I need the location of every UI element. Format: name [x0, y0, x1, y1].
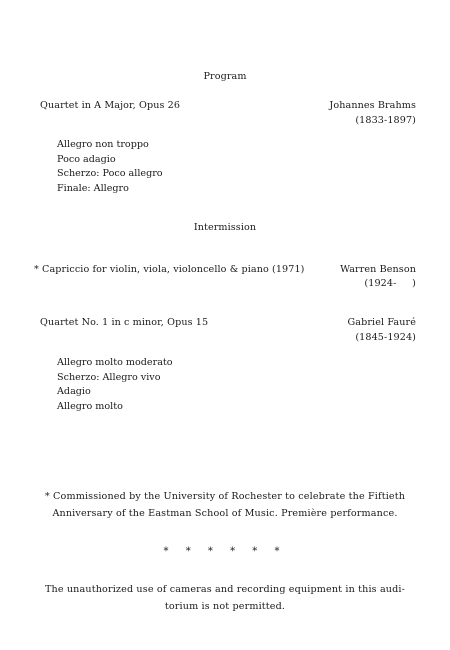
movement: Finale: Allegro [57, 183, 129, 195]
intermission-label: Intermission [193, 222, 257, 233]
movement: Poco adagio [57, 153, 116, 165]
movement: Allegro non troppo [57, 139, 149, 150]
notice-line: The unauthorized use of cameras and recording equipment in this audi- [44, 584, 406, 595]
work-footnote-marker: * [34, 264, 39, 275]
movement-list [57, 356, 173, 415]
movement: Scherzo: Poco allegro [57, 168, 163, 180]
program-heading: Program [203, 71, 247, 82]
commission-footnote [0, 488, 450, 522]
work-composer-dates: (1845-1924) [355, 332, 416, 343]
work-composer: Warren Benson [340, 264, 416, 275]
movement: Allegro molto [57, 401, 123, 413]
footnote-line: * Commissioned by the University of Rochester to celebrate the Fiftieth [44, 491, 406, 502]
asterisk-separator: * * * * * * [163, 546, 287, 557]
movement: Scherzo: Allegro vivo [57, 371, 161, 383]
footnote-line: Anniversary of the Eastman School of Music. Première performance. [52, 508, 398, 519]
work-composer-dates: (1924- ) [364, 278, 416, 289]
work-title: Quartet in A Major, Opus 26 [40, 100, 181, 111]
work-title: Quartet No. 1 in c minor, Opus 15 [40, 317, 209, 328]
work-title: Capriccio for violin, viola, violoncello & piano (1971) [42, 264, 305, 275]
movement: Allegro molto moderato [57, 357, 173, 368]
recording-notice [0, 581, 450, 615]
work-composer: Johannes Brahms [329, 100, 416, 111]
notice-line: torium is not permitted. [164, 601, 286, 612]
work-composer-dates: (1833-1897) [355, 115, 416, 126]
movement-list [57, 138, 163, 197]
work-composer: Gabriel Fauré [347, 317, 416, 328]
movement: Adagio [57, 386, 91, 398]
